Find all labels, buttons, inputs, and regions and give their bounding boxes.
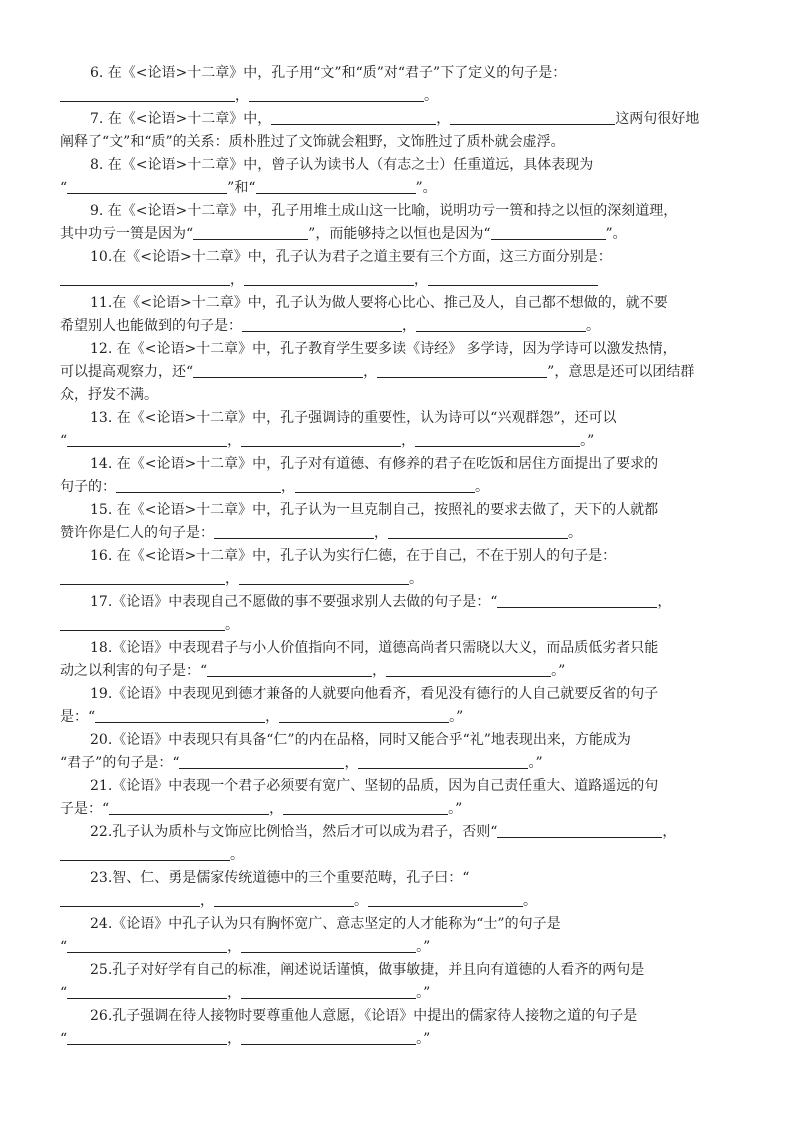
question-text: 。 <box>424 88 438 104</box>
answer-blank[interactable] <box>116 478 281 493</box>
question-text: ”，意思是还可以团结群 <box>547 364 695 380</box>
question-text: 6. 在《<论语>十二章》中，孔子用“文”和“质”对“君子”下了定义的句子是： <box>90 65 567 81</box>
answer-blank[interactable] <box>428 271 598 286</box>
question-13-line-2 <box>60 430 734 453</box>
question-12-line-3 <box>60 384 734 407</box>
question-text: ， <box>281 479 295 495</box>
question-text: 。” <box>528 755 543 771</box>
answer-blank[interactable] <box>295 478 475 493</box>
question-text: 。” <box>416 939 431 955</box>
question-text: 17.《论语》中表现自己不愿做的事不要强求别人去做的句子是：“ <box>90 594 498 610</box>
question-text: ”。 <box>605 226 627 242</box>
question-18-line-1 <box>60 637 734 660</box>
question-text: ， <box>657 594 672 610</box>
question-22-line-1 <box>60 821 734 844</box>
question-text: “ <box>60 939 68 955</box>
answer-blank[interactable] <box>214 892 354 907</box>
question-11-line-1 <box>60 292 734 315</box>
question-text: “ <box>60 180 68 196</box>
question-text: ， <box>401 433 416 449</box>
question-9-line-1 <box>60 200 734 223</box>
answer-blank[interactable] <box>60 570 225 585</box>
answer-blank[interactable] <box>386 662 551 677</box>
question-text: 这两句很好地 <box>615 111 700 127</box>
question-text: ， <box>402 318 416 334</box>
question-14-line-1 <box>60 453 734 476</box>
question-text: 。” <box>449 709 464 725</box>
question-24-line-1 <box>60 913 734 936</box>
question-15-line-2 <box>60 522 734 545</box>
answer-blank[interactable] <box>60 616 225 631</box>
question-6-line-2 <box>60 85 734 108</box>
question-16-line-1 <box>60 545 734 568</box>
question-text: ， <box>265 709 280 725</box>
answer-blank[interactable] <box>279 708 449 723</box>
question-text: ， <box>225 571 239 587</box>
answer-blank[interactable] <box>241 1030 416 1045</box>
answer-blank[interactable] <box>377 363 547 378</box>
question-text: 希望别人也能做到的句子是： <box>60 318 242 334</box>
question-text: ”和“ <box>227 180 256 196</box>
answer-blank[interactable] <box>60 892 200 907</box>
question-24-line-2 <box>60 936 734 959</box>
question-7-line-2 <box>60 131 734 154</box>
question-text: 。” <box>580 433 595 449</box>
question-text: 。” <box>416 1031 431 1047</box>
question-13-line-1 <box>60 407 734 430</box>
answer-blank[interactable] <box>67 984 227 999</box>
answer-blank[interactable] <box>256 179 416 194</box>
question-text: ， <box>372 663 387 679</box>
question-25-line-1 <box>60 959 734 982</box>
question-text: 可以提高观察力，还“ <box>60 364 194 380</box>
question-text: ， <box>414 272 428 288</box>
question-text: 22.孔子认为质朴与文饰应比例恰当，然后才可以成为君子，否则“ <box>90 824 498 840</box>
question-text: 。” <box>551 663 566 679</box>
answer-blank[interactable] <box>491 225 606 240</box>
question-text: ， <box>344 755 359 771</box>
answer-blank[interactable] <box>497 593 657 608</box>
answer-blank[interactable] <box>388 524 568 539</box>
answer-blank[interactable] <box>67 938 227 953</box>
question-10-line-2 <box>60 269 734 292</box>
question-text: 24.《论语》中孔子认为只有胸怀宽广、意志坚定的人才能称为“士”的句子是 <box>90 916 561 932</box>
question-text: 赞许你是仁人的句子是： <box>60 525 214 541</box>
question-text: 23.智、仁、勇是儒家传统道德中的三个重要范畴，孔子曰：“ <box>90 870 470 886</box>
question-text: 13. 在《<论语>十二章》中，孔子强调诗的重要性，认为诗可以“兴观群怨”，还可以 <box>90 410 617 426</box>
answer-blank[interactable] <box>358 754 528 769</box>
question-20-line-2 <box>60 752 734 775</box>
question-text: 。 <box>409 571 423 587</box>
question-text: 21.《论语》中表现一个君子必须要有宽广、坚韧的品质，因为自己责任重大、道路遥远的句 <box>90 778 659 794</box>
question-19-line-1 <box>60 683 734 706</box>
question-text: ”。 <box>415 180 437 196</box>
question-10-line-1 <box>60 246 734 269</box>
question-18-line-2 <box>60 660 734 683</box>
question-text: 。 <box>586 318 600 334</box>
question-22-line-2 <box>60 844 734 867</box>
question-8-line-1 <box>60 154 734 177</box>
answer-blank[interactable] <box>244 271 414 286</box>
question-6-line-1 <box>60 62 734 85</box>
question-text: 子是：“ <box>60 801 110 817</box>
question-23-line-2 <box>60 890 734 913</box>
question-text: 。” <box>416 985 431 1001</box>
question-16-line-2 <box>60 568 734 591</box>
question-19-line-2 <box>60 706 734 729</box>
question-text: ， <box>227 1031 242 1047</box>
question-26-line-2 <box>60 1028 734 1051</box>
question-text: 句子的： <box>60 479 116 495</box>
question-text: 。 <box>225 617 239 633</box>
answer-blank[interactable] <box>241 984 416 999</box>
answer-blank[interactable] <box>207 662 372 677</box>
answer-blank[interactable] <box>497 823 662 838</box>
question-text: 。 <box>523 893 537 909</box>
question-text: 15. 在《<论语>十二章》中，孔子认为一旦克制自己，按照礼的要求去做了，天下的人就都 <box>90 502 659 518</box>
question-14-line-2 <box>60 476 734 499</box>
question-23-line-1 <box>60 867 734 890</box>
question-text: 9. 在《<论语>十二章》中，孔子用堆土成山这一比喻，说明功亏一篑和持之以恒的深刻道理， <box>90 203 678 219</box>
question-15-line-1 <box>60 499 734 522</box>
question-text: ， <box>436 111 451 127</box>
question-text: ， <box>374 525 388 541</box>
answer-blank[interactable] <box>283 800 448 815</box>
answer-blank[interactable] <box>271 110 436 125</box>
question-9-line-2 <box>60 223 734 246</box>
question-text: ， <box>662 824 677 840</box>
question-text: 。” <box>448 801 463 817</box>
question-12-line-1 <box>60 338 734 361</box>
answer-blank[interactable] <box>67 179 227 194</box>
answer-blank[interactable] <box>249 87 424 102</box>
question-text: 。 <box>475 479 489 495</box>
question-text: “ <box>60 985 68 1001</box>
question-text: 。 <box>230 847 244 863</box>
answer-blank[interactable] <box>239 570 409 585</box>
question-text: ， <box>363 364 378 380</box>
question-text: ， <box>227 433 242 449</box>
question-7-line-1 <box>60 108 734 131</box>
question-text: 25.孔子对好学有自己的标准，阐述说话谨慎，做事敏捷，并且向有道德的人看齐的两句是 <box>90 962 645 978</box>
answer-blank[interactable] <box>242 317 402 332</box>
question-text: ， <box>227 985 242 1001</box>
question-25-line-2 <box>60 982 734 1005</box>
question-text: 是：“ <box>60 709 96 725</box>
question-text: 7. 在《<论语>十二章》中， <box>90 111 272 127</box>
question-text: 10.在《<论语>十二章》中，孔子认为君子之道主要有三个方面，这三方面分别是： <box>90 249 612 265</box>
answer-blank[interactable] <box>67 432 227 447</box>
answer-blank[interactable] <box>95 708 265 723</box>
question-26-line-1 <box>60 1005 734 1028</box>
question-text: ， <box>235 88 249 104</box>
question-12-line-2 <box>60 361 734 384</box>
answer-blank[interactable] <box>60 271 230 286</box>
answer-blank[interactable] <box>241 432 401 447</box>
question-text: 12. 在《<论语>十二章》中，孔子教育学生要多读《诗经》 多学诗，因为学诗可以激发热情， <box>90 341 677 357</box>
question-text: “ <box>60 433 68 449</box>
question-list <box>60 62 734 1051</box>
question-text: “ <box>60 1031 68 1047</box>
question-20-line-1 <box>60 729 734 752</box>
answer-blank[interactable] <box>67 1030 227 1045</box>
question-text: 。 <box>568 525 582 541</box>
answer-blank[interactable] <box>241 938 416 953</box>
question-text: 16. 在《<论语>十二章》中，孔子认为实行仁德，在于自己，不在于别人的句子是： <box>90 548 617 564</box>
question-text: 动之以利害的句子是：“ <box>60 663 208 679</box>
question-text: “君子”的句子是：“ <box>60 755 180 771</box>
answer-blank[interactable] <box>109 800 269 815</box>
answer-blank[interactable] <box>60 87 235 102</box>
question-text: 20.《论语》中表现只有具备“仁”的内在品格，同时又能合乎“礼”地表现出来，方能成为 <box>90 732 631 748</box>
answer-blank[interactable] <box>60 846 230 861</box>
answer-blank[interactable] <box>193 225 308 240</box>
question-text: 其中功亏一篑是因为“ <box>60 226 194 242</box>
answer-blank[interactable] <box>415 432 580 447</box>
question-8-line-2 <box>60 177 734 200</box>
question-21-line-1 <box>60 775 734 798</box>
question-text: ， <box>227 939 242 955</box>
answer-blank[interactable] <box>179 754 344 769</box>
question-11-line-2 <box>60 315 734 338</box>
question-text: 8. 在《<论语>十二章》中，曾子认为读书人（有志之士）任重道远，具体表现为 <box>90 157 594 173</box>
question-text: 14. 在《<论语>十二章》中，孔子对有道德、有修养的君子在吃饭和居住方面提出了要求的 <box>90 456 659 472</box>
answer-blank[interactable] <box>193 363 363 378</box>
question-text: 阐释了“文”和“质”的关系：质朴胜过了文饰就会粗野，文饰胜过了质朴就会虚浮。 <box>60 134 565 150</box>
question-text: 众，抒发不满。 <box>60 387 158 403</box>
question-21-line-2 <box>60 798 734 821</box>
question-text: 11.在《<论语>十二章》中，孔子认为做人要将心比心、推己及人，自己都不想做的，就不要 <box>90 295 668 311</box>
answer-blank[interactable] <box>416 317 586 332</box>
question-text: ， <box>230 272 244 288</box>
question-text: ”，而能够持之以恒也是因为“ <box>308 226 491 242</box>
answer-blank[interactable] <box>368 892 523 907</box>
question-17-line-2 <box>60 614 734 637</box>
answer-blank[interactable] <box>214 524 374 539</box>
question-text: 19.《论语》中表现见到德才兼备的人就要向他看齐，看见没有德行的人自己就要反省的句子 <box>90 686 659 702</box>
question-text: 26.孔子强调在待人接物时要尊重他人意愿，《论语》中提出的儒家待人接物之道的句子是 <box>90 1008 638 1024</box>
question-text: ， <box>200 893 214 909</box>
answer-blank[interactable] <box>450 110 615 125</box>
question-text: 18.《论语》中表现君子与小人价值指向不同，道德高尚者只需晓以大义，而品质低劣者只能 <box>90 640 659 656</box>
question-text: ， <box>269 801 284 817</box>
question-text: 。 <box>354 893 368 909</box>
question-17-line-1 <box>60 591 734 614</box>
